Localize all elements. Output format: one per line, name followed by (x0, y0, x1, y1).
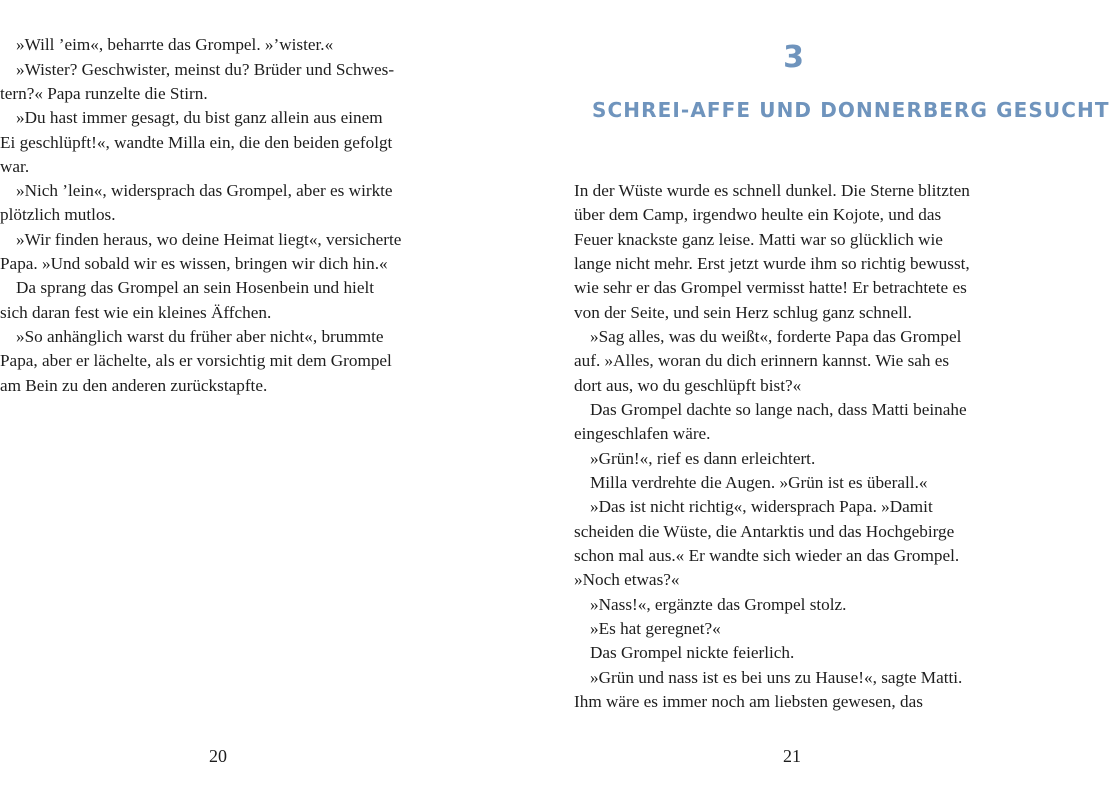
text-line: von der Seite, und sein Herz schlug ganz schnell. (574, 303, 912, 322)
text-line: »Noch etwas?« (574, 570, 680, 589)
text-line: tern?« Papa runzelte die Stirn. (0, 84, 208, 103)
text-line: schon mal aus.« Er wandte sich wieder an das Grompel. (574, 546, 960, 565)
text-line: Ihm wäre es immer noch am liebsten gewesen, das (574, 692, 923, 711)
text-line: auf. »Alles, woran du dich erinnern kannst. Wie sah es (574, 351, 950, 370)
text-line: wie sehr er das Grompel vermisst hatte! Er betrachtete es (574, 278, 967, 297)
text-line: dort aus, wo du geschlüpft bist?« (574, 376, 802, 395)
text-line: In der Wüste wurde es schnell dunkel. Die Sterne blitzten (574, 181, 970, 200)
right-page (574, 0, 1110, 800)
text-line: lange nicht mehr. Erst jetzt wurde ihm so richtig bewusst, (574, 254, 970, 273)
text-line: »Wir finden heraus, wo deine Heimat liegt«, versicherte (16, 230, 402, 249)
text-line: »Das ist nicht richtig«, widersprach Papa. »Damit (590, 497, 933, 516)
text-line: Milla verdrehte die Augen. »Grün ist es überall.« (590, 473, 928, 492)
text-line: sich daran fest wie ein kleines Äffchen. (0, 303, 272, 322)
text-line: Das Grompel dachte so lange nach, dass Matti beinahe (590, 400, 967, 419)
text-line: Feuer knackste ganz leise. Matti war so glücklich wie (574, 230, 943, 249)
text-line: Papa, aber er lächelte, als er vorsichtig mit dem Grompel (0, 351, 392, 370)
text-line: Ei geschlüpft!«, wandte Milla ein, die den beiden gefolgt (0, 133, 393, 152)
text-line: »Es hat geregnet?« (590, 619, 721, 638)
text-line: am Bein zu den anderen zurückstapfte. (0, 376, 268, 395)
text-line: war. (0, 157, 30, 176)
text-line: eingeschlafen wäre. (574, 424, 711, 443)
text-line: plötzlich mutlos. (0, 205, 116, 224)
chapter-title: SCHREI-AFFE UND DONNERBERG GESUCHT (592, 98, 1110, 122)
text-line: »Will ’eim«, beharrte das Grompel. »’wister.« (16, 35, 334, 54)
text-line: »Nich ’lein«, widersprach das Grompel, aber es wirkte (16, 181, 393, 200)
text-line: scheiden die Wüste, die Antarktis und das Hochgebirge (574, 522, 955, 541)
left-page (0, 0, 440, 800)
page-number-right: 21 (783, 746, 801, 766)
text-line: »Sag alles, was du weißt«, forderte Papa das Grompel (590, 327, 962, 346)
text-line: über dem Camp, irgendwo heulte ein Kojote, und das (574, 205, 942, 224)
text-line: Papa. »Und sobald wir es wissen, bringen wir dich hin.« (0, 254, 388, 273)
text-line: »Wister? Geschwister, meinst du? Brüder und Schwes- (16, 60, 395, 79)
chapter-number: 3 (783, 40, 805, 75)
text-line: »Du hast immer gesagt, du bist ganz allein aus einem (16, 108, 383, 127)
text-line: Das Grompel nickte feierlich. (590, 643, 795, 662)
text-line: »Grün!«, rief es dann erleichtert. (590, 449, 816, 468)
text-line: »So anhänglich warst du früher aber nicht«, brummte (16, 327, 384, 346)
text-line: Da sprang das Grompel an sein Hosenbein und hielt (16, 278, 374, 297)
text-line: »Nass!«, ergänzte das Grompel stolz. (590, 595, 847, 614)
text-line: »Grün und nass ist es bei uns zu Hause!«, sagte Matti. (590, 668, 963, 687)
page-number-left: 20 (209, 746, 227, 766)
